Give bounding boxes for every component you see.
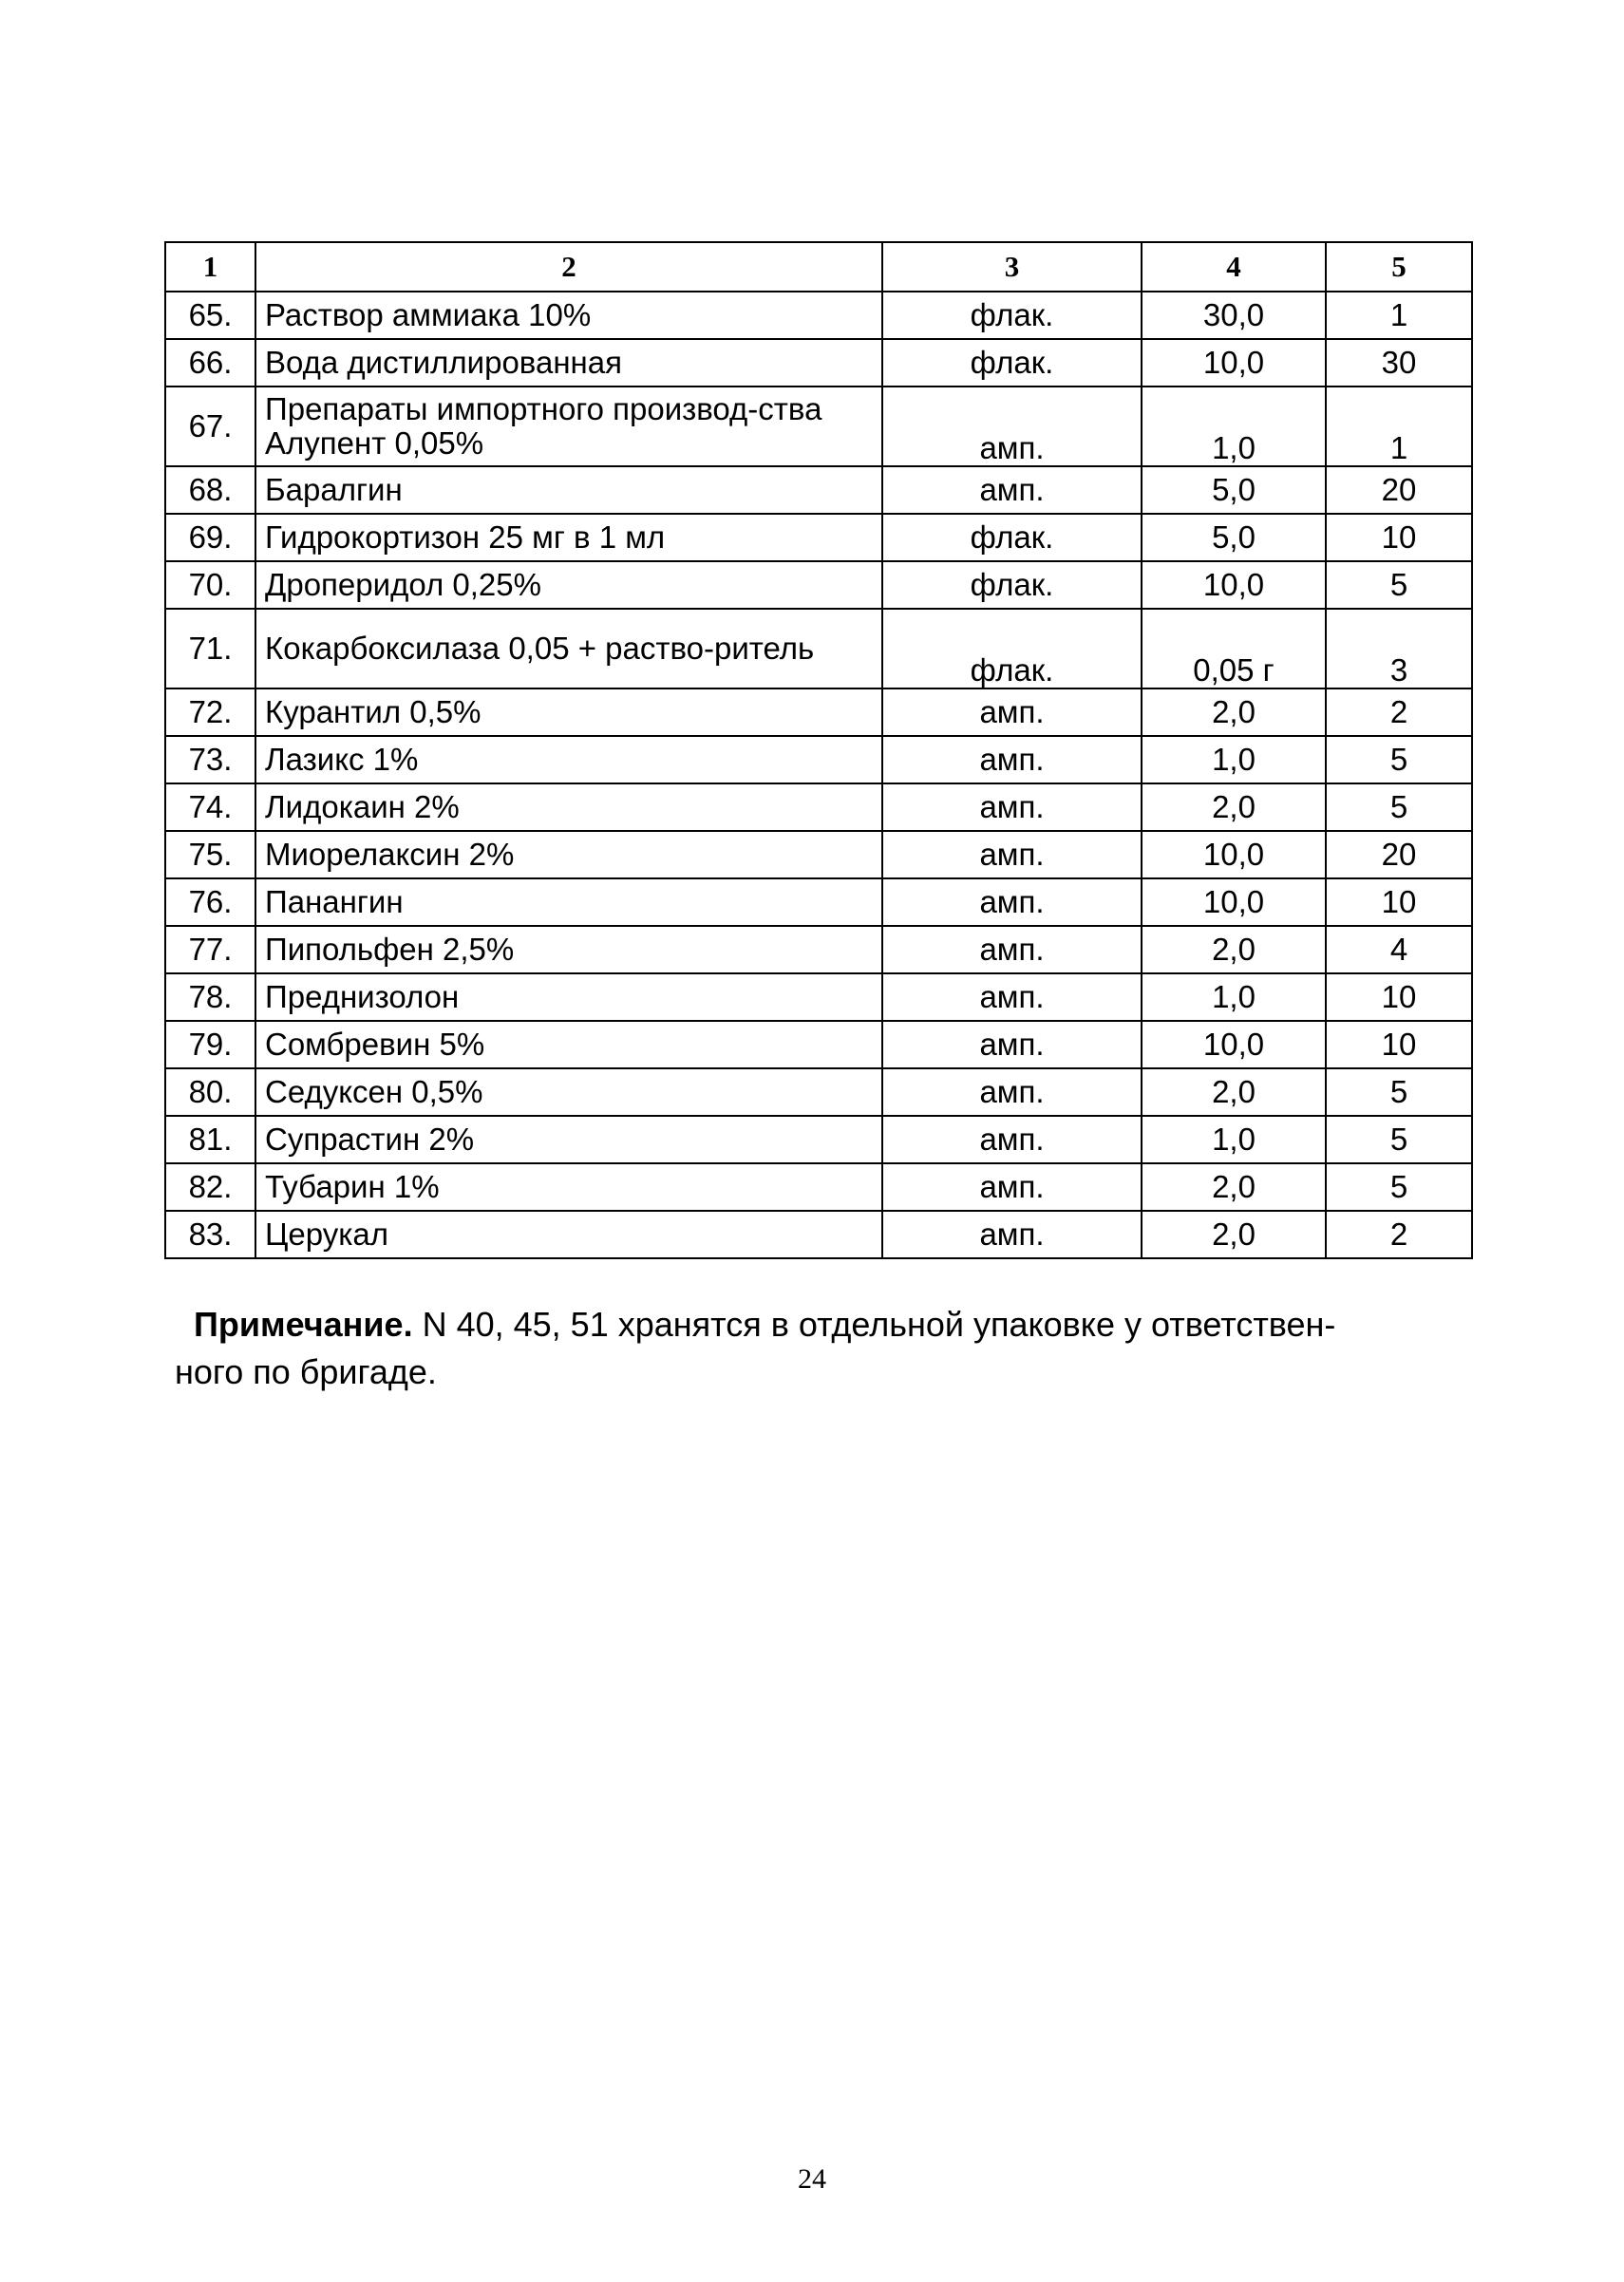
column-header: 4 xyxy=(1142,242,1326,292)
package-unit: амп. xyxy=(882,1211,1142,1258)
table-row xyxy=(165,339,1472,387)
quantity-value: 4 xyxy=(1326,926,1472,973)
row-number: 80. xyxy=(165,1068,255,1116)
row-number: 73. xyxy=(165,736,255,783)
quantity-value: 10 xyxy=(1326,514,1472,561)
row-number: 68. xyxy=(165,466,255,514)
footnote-label: Примечание. xyxy=(194,1305,413,1344)
quantity-value: 5 xyxy=(1326,1163,1472,1211)
volume-value: 10,0 xyxy=(1142,878,1326,926)
drug-name: Раствор аммиака 10% xyxy=(255,292,882,339)
column-header: 3 xyxy=(882,242,1142,292)
quantity-value: 1 xyxy=(1326,292,1472,339)
volume-value: 1,0 xyxy=(1142,973,1326,1021)
row-number: 70. xyxy=(165,561,255,609)
package-unit: амп. xyxy=(882,926,1142,973)
volume-value: 30,0 xyxy=(1142,292,1326,339)
table-row xyxy=(165,831,1472,878)
table-row xyxy=(165,783,1472,831)
column-header: 2 xyxy=(255,242,882,292)
drug-name: Церукал xyxy=(255,1211,882,1258)
quantity-value: 10 xyxy=(1326,1021,1472,1068)
volume-value: 1,0 xyxy=(1142,736,1326,783)
row-number: 67. xyxy=(165,387,255,466)
quantity-value: 30 xyxy=(1326,339,1472,387)
table-row xyxy=(165,292,1472,339)
table-row xyxy=(165,514,1472,561)
quantity-value: 1 xyxy=(1326,387,1472,466)
row-number: 77. xyxy=(165,926,255,973)
drug-name: Вода дистиллированная xyxy=(255,339,882,387)
footnote-text-continued: ного по бригаде. xyxy=(175,1352,437,1391)
package-unit: флак. xyxy=(882,609,1142,688)
table-row xyxy=(165,609,1472,688)
drug-name: Кокарбоксилаза 0,05 + раство-ритель xyxy=(255,609,882,688)
package-unit: флак. xyxy=(882,561,1142,609)
row-number: 74. xyxy=(165,783,255,831)
package-unit: амп. xyxy=(882,1116,1142,1163)
package-unit: амп. xyxy=(882,783,1142,831)
drug-name: Миорелаксин 2% xyxy=(255,831,882,878)
package-unit: флак. xyxy=(882,339,1142,387)
drug-name: Панангин xyxy=(255,878,882,926)
quantity-value: 5 xyxy=(1326,1068,1472,1116)
volume-value: 0,05 г xyxy=(1142,609,1326,688)
drug-name: Лазикс 1% xyxy=(255,736,882,783)
drug-name: Супрастин 2% xyxy=(255,1116,882,1163)
volume-value: 2,0 xyxy=(1142,688,1326,736)
table-body xyxy=(165,292,1472,1258)
volume-value: 5,0 xyxy=(1142,466,1326,514)
package-unit: амп. xyxy=(882,973,1142,1021)
quantity-value: 5 xyxy=(1326,561,1472,609)
drug-name: Седуксен 0,5% xyxy=(255,1068,882,1116)
volume-value: 2,0 xyxy=(1142,926,1326,973)
volume-value: 10,0 xyxy=(1142,1021,1326,1068)
drug-table xyxy=(164,241,1473,1259)
volume-value: 1,0 xyxy=(1142,387,1326,466)
quantity-value: 2 xyxy=(1326,1211,1472,1258)
volume-value: 10,0 xyxy=(1142,561,1326,609)
table-row xyxy=(165,1116,1472,1163)
volume-value: 2,0 xyxy=(1142,783,1326,831)
package-unit: флак. xyxy=(882,292,1142,339)
package-unit: амп. xyxy=(882,1068,1142,1116)
quantity-value: 5 xyxy=(1326,736,1472,783)
row-number: 71. xyxy=(165,609,255,688)
drug-name: Дроперидол 0,25% xyxy=(255,561,882,609)
drug-name: Пипольфен 2,5% xyxy=(255,926,882,973)
package-unit: амп. xyxy=(882,736,1142,783)
row-number: 79. xyxy=(165,1021,255,1068)
table-row xyxy=(165,878,1472,926)
drug-name: Гидрокортизон 25 мг в 1 мл xyxy=(255,514,882,561)
table-header-row xyxy=(165,242,1472,292)
quantity-value: 10 xyxy=(1326,878,1472,926)
volume-value: 10,0 xyxy=(1142,831,1326,878)
table-row xyxy=(165,561,1472,609)
quantity-value: 20 xyxy=(1326,466,1472,514)
table-row xyxy=(165,1211,1472,1258)
drug-name: Тубарин 1% xyxy=(255,1163,882,1211)
drug-name: Препараты импортного производ-ства Алупент 0,05% xyxy=(255,387,882,466)
drug-name: Баралгин xyxy=(255,466,882,514)
table-row xyxy=(165,688,1472,736)
package-unit: амп. xyxy=(882,387,1142,466)
table-row xyxy=(165,736,1472,783)
drug-name: Лидокаин 2% xyxy=(255,783,882,831)
table-row xyxy=(165,387,1472,466)
row-number: 83. xyxy=(165,1211,255,1258)
quantity-value: 5 xyxy=(1326,1116,1472,1163)
volume-value: 2,0 xyxy=(1142,1068,1326,1116)
row-number: 69. xyxy=(165,514,255,561)
package-unit: амп. xyxy=(882,878,1142,926)
page-number: 24 xyxy=(798,2163,826,2195)
row-number: 72. xyxy=(165,688,255,736)
row-number: 78. xyxy=(165,973,255,1021)
table-row xyxy=(165,466,1472,514)
row-number: 76. xyxy=(165,878,255,926)
drug-name: Сомбревин 5% xyxy=(255,1021,882,1068)
package-unit: флак. xyxy=(882,514,1142,561)
row-number: 82. xyxy=(165,1163,255,1211)
drug-name: Курантил 0,5% xyxy=(255,688,882,736)
package-unit: амп. xyxy=(882,466,1142,514)
package-unit: амп. xyxy=(882,831,1142,878)
footnote-text: N 40, 45, 51 хранятся в отдельной упаковке у ответствен- xyxy=(412,1305,1336,1344)
table-row xyxy=(165,1021,1472,1068)
package-unit: амп. xyxy=(882,1021,1142,1068)
table-row xyxy=(165,1163,1472,1211)
row-number: 65. xyxy=(165,292,255,339)
footnote xyxy=(175,1301,1495,1396)
row-number: 81. xyxy=(165,1116,255,1163)
volume-value: 10,0 xyxy=(1142,339,1326,387)
row-number: 75. xyxy=(165,831,255,878)
package-unit: амп. xyxy=(882,688,1142,736)
quantity-value: 10 xyxy=(1326,973,1472,1021)
quantity-value: 3 xyxy=(1326,609,1472,688)
volume-value: 5,0 xyxy=(1142,514,1326,561)
package-unit: амп. xyxy=(882,1163,1142,1211)
column-header: 5 xyxy=(1326,242,1472,292)
volume-value: 2,0 xyxy=(1142,1211,1326,1258)
drug-name: Преднизолон xyxy=(255,973,882,1021)
table-row xyxy=(165,926,1472,973)
quantity-value: 2 xyxy=(1326,688,1472,736)
table-row xyxy=(165,973,1472,1021)
quantity-value: 5 xyxy=(1326,783,1472,831)
row-number: 66. xyxy=(165,339,255,387)
table-row xyxy=(165,1068,1472,1116)
volume-value: 2,0 xyxy=(1142,1163,1326,1211)
volume-value: 1,0 xyxy=(1142,1116,1326,1163)
quantity-value: 20 xyxy=(1326,831,1472,878)
column-header: 1 xyxy=(165,242,255,292)
